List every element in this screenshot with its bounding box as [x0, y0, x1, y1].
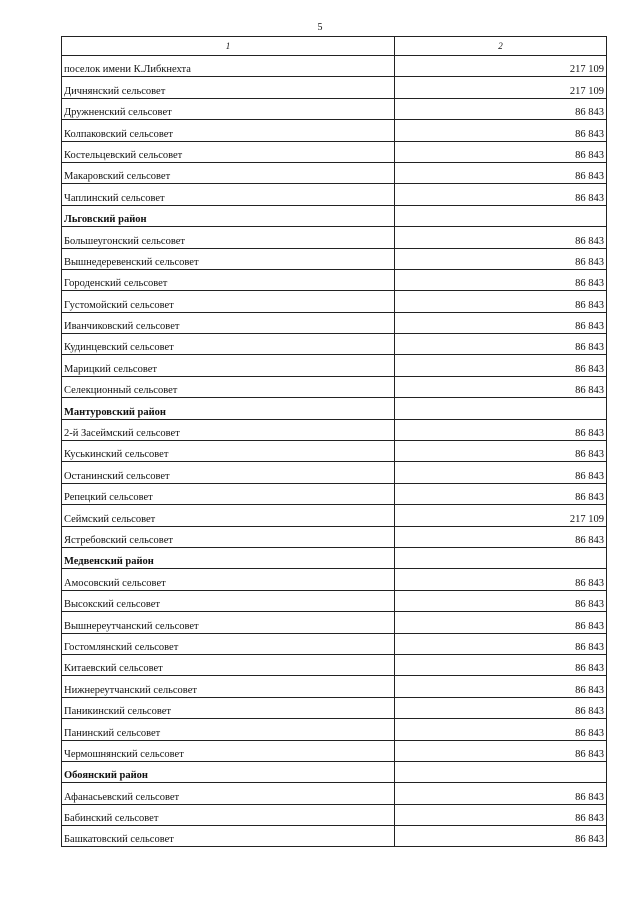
- amount-value: [395, 205, 607, 226]
- table-row: [62, 269, 607, 290]
- amount-value: 86 843: [395, 334, 607, 355]
- column-header-2: 2: [395, 37, 607, 56]
- table-row: [62, 590, 607, 611]
- table-row: [62, 697, 607, 718]
- table-row: [62, 291, 607, 312]
- district-name: Льговский район: [62, 205, 395, 226]
- settlement-name: поселок имени К.Либкнехта: [62, 56, 395, 77]
- table-row: [62, 248, 607, 269]
- amount-value: 86 843: [395, 376, 607, 397]
- amount-value: [395, 761, 607, 782]
- settlement-name: Паникинский сельсовет: [62, 697, 395, 718]
- allocation-table: [61, 36, 607, 847]
- settlement-name: Китаевский сельсовет: [62, 654, 395, 675]
- amount-value: 86 843: [395, 719, 607, 740]
- amount-value: 86 843: [395, 162, 607, 183]
- amount-value: 86 843: [395, 676, 607, 697]
- table-row: [62, 98, 607, 119]
- settlement-name: Селекционный сельсовет: [62, 376, 395, 397]
- table-row: [62, 184, 607, 205]
- amount-value: 86 843: [395, 441, 607, 462]
- district-name: Обоянский район: [62, 761, 395, 782]
- amount-value: 86 843: [395, 227, 607, 248]
- amount-value: 86 843: [395, 654, 607, 675]
- settlement-name: Ястребовский сельсовет: [62, 526, 395, 547]
- amount-value: [395, 547, 607, 568]
- amount-value: 86 843: [395, 269, 607, 290]
- settlement-name: Костельцевский сельсовет: [62, 141, 395, 162]
- table-row: [62, 505, 607, 526]
- table-row: [62, 77, 607, 98]
- district-header-row: [62, 761, 607, 782]
- settlement-name: Вышнедеревенский сельсовет: [62, 248, 395, 269]
- amount-value: 217 109: [395, 56, 607, 77]
- district-header-row: [62, 547, 607, 568]
- table-row: [62, 120, 607, 141]
- district-name: Мантуровский район: [62, 398, 395, 419]
- amount-value: 217 109: [395, 77, 607, 98]
- settlement-name: Сеймский сельсовет: [62, 505, 395, 526]
- table-row: [62, 740, 607, 761]
- table-row: [62, 334, 607, 355]
- amount-value: 86 843: [395, 291, 607, 312]
- table-row: [62, 355, 607, 376]
- table-row: [62, 376, 607, 397]
- amount-value: 86 843: [395, 248, 607, 269]
- table-row: [62, 441, 607, 462]
- settlement-name: Афанасьевский сельсовет: [62, 783, 395, 804]
- table-row: [62, 526, 607, 547]
- settlement-name: Кудинцевский сельсовет: [62, 334, 395, 355]
- table-row: [62, 227, 607, 248]
- district-header-row: [62, 398, 607, 419]
- settlement-name: Останинский сельсовет: [62, 462, 395, 483]
- settlement-name: 2-й Засеймский сельсовет: [62, 419, 395, 440]
- settlement-name: Репецкий сельсовет: [62, 483, 395, 504]
- table-row: [62, 804, 607, 825]
- table-row: [62, 676, 607, 697]
- page-number: 5: [317, 22, 323, 33]
- amount-value: 86 843: [395, 483, 607, 504]
- settlement-name: Дичнянский сельсовет: [62, 77, 395, 98]
- settlement-name: Макаровский сельсовет: [62, 162, 395, 183]
- table-row: [62, 419, 607, 440]
- table-header-row: [62, 37, 607, 56]
- settlement-name: Чаплинский сельсовет: [62, 184, 395, 205]
- table-row: [62, 826, 607, 847]
- amount-value: 86 843: [395, 783, 607, 804]
- column-header-1: 1: [62, 37, 395, 56]
- table-row: [62, 719, 607, 740]
- amount-value: 86 843: [395, 697, 607, 718]
- table-row: [62, 483, 607, 504]
- amount-value: 86 843: [395, 355, 607, 376]
- amount-value: 86 843: [395, 141, 607, 162]
- table-row: [62, 462, 607, 483]
- settlement-name: Большеугонский сельсовет: [62, 227, 395, 248]
- settlement-name: Бабинский сельсовет: [62, 804, 395, 825]
- settlement-name: Высокский сельсовет: [62, 590, 395, 611]
- settlement-name: Колпаковский сельсовет: [62, 120, 395, 141]
- settlement-name: Вышнереутчанский сельсовет: [62, 612, 395, 633]
- settlement-name: Густомойский сельсовет: [62, 291, 395, 312]
- table-row: [62, 569, 607, 590]
- amount-value: 86 843: [395, 98, 607, 119]
- amount-value: 217 109: [395, 505, 607, 526]
- table-row: [62, 783, 607, 804]
- amount-value: 86 843: [395, 120, 607, 141]
- settlement-name: Городенский сельсовет: [62, 269, 395, 290]
- table-row: [62, 633, 607, 654]
- table-row: [62, 312, 607, 333]
- table-row: [62, 56, 607, 77]
- table-row: [62, 162, 607, 183]
- amount-value: 86 843: [395, 804, 607, 825]
- district-header-row: [62, 205, 607, 226]
- amount-value: 86 843: [395, 826, 607, 847]
- settlement-name: Чермошнянский сельсовет: [62, 740, 395, 761]
- amount-value: [395, 398, 607, 419]
- amount-value: 86 843: [395, 419, 607, 440]
- table-body: [62, 56, 607, 847]
- amount-value: 86 843: [395, 526, 607, 547]
- settlement-name: Амосовский сельсовет: [62, 569, 395, 590]
- settlement-name: Иванчиковский сельсовет: [62, 312, 395, 333]
- amount-value: 86 843: [395, 740, 607, 761]
- table-row: [62, 612, 607, 633]
- amount-value: 86 843: [395, 569, 607, 590]
- settlement-name: Башкатовский сельсовет: [62, 826, 395, 847]
- settlement-name: Марицкий сельсовет: [62, 355, 395, 376]
- settlement-name: Дружненский сельсовет: [62, 98, 395, 119]
- settlement-name: Нижнереутчанский сельсовет: [62, 676, 395, 697]
- amount-value: 86 843: [395, 633, 607, 654]
- amount-value: 86 843: [395, 184, 607, 205]
- amount-value: 86 843: [395, 612, 607, 633]
- table-row: [62, 654, 607, 675]
- district-name: Медвенский район: [62, 547, 395, 568]
- table-row: [62, 141, 607, 162]
- amount-value: 86 843: [395, 462, 607, 483]
- settlement-name: Панинский сельсовет: [62, 719, 395, 740]
- amount-value: 86 843: [395, 312, 607, 333]
- settlement-name: Гостомлянский сельсовет: [62, 633, 395, 654]
- amount-value: 86 843: [395, 590, 607, 611]
- settlement-name: Куськинский сельсовет: [62, 441, 395, 462]
